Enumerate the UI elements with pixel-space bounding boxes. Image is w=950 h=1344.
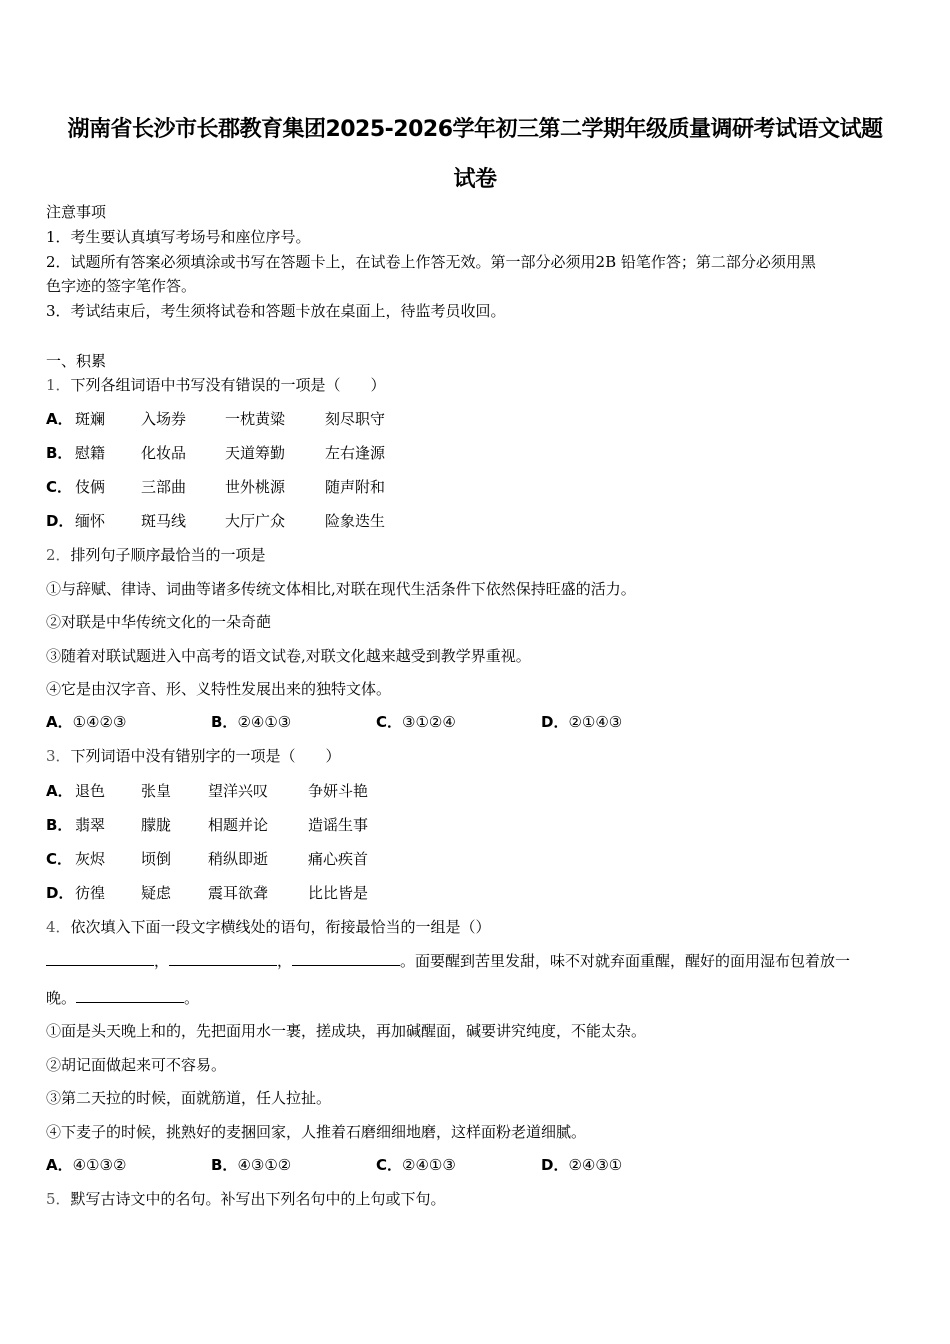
q2-option-b[interactable] <box>211 712 291 732</box>
option-word: 三部曲 <box>141 478 187 496</box>
option-label: C． <box>46 478 73 496</box>
q4-passage-line2 <box>46 988 199 1008</box>
q4-sentence: ①面是头天晚上和的，先把面用水一裹，搓成块，再加碱醒面，碱要讲究纯度，不能太杂。 <box>46 1022 647 1040</box>
blank-separator: ， <box>154 952 170 970</box>
option-word: 退色 <box>75 782 106 800</box>
notice-item: 2．试题所有答案必须填涂或书写在答题卡上，在试卷上作答无效。第一部分必须用2B 铅笔作答；第二部分必须用黑 <box>46 253 816 271</box>
option-word: 一枕黄粱 <box>225 410 286 428</box>
question-1-stem <box>46 375 386 395</box>
option-text: ③①②④ <box>402 713 456 731</box>
question-text: 排列句子顺序最恰当的一项是 <box>70 546 266 564</box>
option-word: 大厅广众 <box>225 512 286 530</box>
notice-item: 1．考生要认真填写考场号和座位序号。 <box>46 228 311 246</box>
q2-option-d[interactable] <box>541 712 622 732</box>
option-word: 造谣生事 <box>308 816 369 834</box>
option-word: 斑马线 <box>141 512 187 530</box>
option-text: ①④②③ <box>72 713 127 731</box>
option-text: ②④①③ <box>237 713 292 731</box>
fill-blank-3[interactable] <box>292 951 400 966</box>
option-text: ②①④③ <box>568 713 623 731</box>
option-label: B． <box>46 816 73 834</box>
option-label: B． <box>211 1156 238 1174</box>
question-text: 默写古诗文中的名句。补写出下列名句中的上句或下句。 <box>70 1190 446 1208</box>
q1-option-d[interactable] <box>46 511 73 531</box>
option-word: 世外桃源 <box>225 478 286 496</box>
q4-passage-line1 <box>46 951 850 971</box>
question-2-stem <box>46 545 266 565</box>
option-label: D． <box>541 1156 569 1174</box>
option-word: 化妆品 <box>141 444 187 462</box>
option-text: ④①③② <box>72 1156 127 1174</box>
option-word: 险象迭生 <box>325 512 386 530</box>
question-number: 5． <box>46 1190 71 1208</box>
option-label: A． <box>46 1156 73 1174</box>
passage-text: 。 <box>184 989 200 1007</box>
q3-option-d[interactable] <box>46 883 73 903</box>
q2-sentence: ③随着对联试题进入中高考的语文试卷,对联文化越来越受到教学界重视。 <box>46 647 531 665</box>
exam-title-line1: 湖南省长沙市长郡教育集团2025-2026学年初三第二学期年级质量调研考试语文试题 <box>67 117 883 142</box>
option-label: C． <box>46 850 73 868</box>
option-word: 震耳欲聋 <box>208 884 269 902</box>
q4-sentence: ④下麦子的时候，挑熟好的麦捆回家，人推着石磨细细地磨，这样面粉老道细腻。 <box>46 1123 587 1141</box>
q1-option-c[interactable] <box>46 477 72 497</box>
option-label: D． <box>46 884 74 902</box>
option-word: 缅怀 <box>75 512 106 530</box>
option-word: 望洋兴叹 <box>208 782 269 800</box>
option-word: 伎俩 <box>75 478 106 496</box>
q3-option-b[interactable] <box>46 815 72 835</box>
option-word: 入场券 <box>141 410 187 428</box>
option-label: D． <box>46 512 74 530</box>
question-3-stem <box>46 746 341 766</box>
notice-item: 色字迹的签字笔作答。 <box>46 277 197 295</box>
q2-sentence: ④它是由汉字音、形、义特性发展出来的独特文体。 <box>46 680 392 698</box>
q2-option-a[interactable] <box>46 712 126 732</box>
q4-sentence: ③第二天拉的时候，面就筋道，任人拉扯。 <box>46 1089 332 1107</box>
question-number: 1． <box>46 376 71 394</box>
q1-option-a[interactable] <box>46 409 73 429</box>
q4-option-c[interactable] <box>376 1155 456 1175</box>
q1-option-b[interactable] <box>46 443 72 463</box>
option-text: ②④①③ <box>402 1156 456 1174</box>
q4-option-b[interactable] <box>211 1155 291 1175</box>
option-word: 稍纵即逝 <box>208 850 269 868</box>
option-word: 翡翠 <box>75 816 106 834</box>
option-text: ②④③① <box>568 1156 623 1174</box>
q3-option-c[interactable] <box>46 849 72 869</box>
question-number: 2． <box>46 546 71 564</box>
q4-option-a[interactable] <box>46 1155 126 1175</box>
question-text: 依次填入下面一段文字横线处的语句，衔接最恰当的一组是（） <box>70 918 491 936</box>
q2-sentence: ①与辞赋、律诗、词曲等诸多传统文体相比,对联在现代生活条件下依然保持旺盛的活力。 <box>46 580 636 598</box>
question-4-stem <box>46 917 491 937</box>
option-word: 张皇 <box>141 782 172 800</box>
question-5-stem <box>46 1189 446 1209</box>
option-word: 比比皆是 <box>308 884 369 902</box>
option-word: 彷徨 <box>75 884 106 902</box>
option-word: 慰籍 <box>75 444 106 462</box>
option-word: 疑虑 <box>141 884 172 902</box>
q4-option-d[interactable] <box>541 1155 622 1175</box>
option-word: 天道筹勤 <box>225 444 286 462</box>
option-word: 相题并论 <box>208 816 269 834</box>
q4-sentence: ②胡记面做起来可不容易。 <box>46 1056 227 1074</box>
question-number: 3． <box>46 747 71 765</box>
q2-option-c[interactable] <box>376 712 456 732</box>
option-word: 争妍斗艳 <box>308 782 369 800</box>
q3-option-a[interactable] <box>46 781 73 801</box>
option-word: 随声附和 <box>325 478 386 496</box>
option-label: D． <box>541 713 569 731</box>
passage-text: 。面要醒到苦里发甜，味不对就弃面重醒，醒好的面用湿布包着放一 <box>400 952 851 970</box>
section-heading: 一、积累 <box>46 352 107 370</box>
option-label: A． <box>46 410 73 428</box>
option-word: 朦胧 <box>141 816 172 834</box>
option-label: B． <box>46 444 73 462</box>
question-text: 下列词语中没有错别字的一项是（ ） <box>70 747 341 765</box>
question-number: 4． <box>46 918 71 936</box>
passage-text: 晚。 <box>46 989 77 1007</box>
blank-separator: ， <box>277 952 293 970</box>
question-text: 下列各组词语中书写没有错误的一项是（ ） <box>70 376 386 394</box>
option-label: B． <box>211 713 238 731</box>
option-word: 顷倒 <box>141 850 172 868</box>
option-word: 左右逢源 <box>325 444 386 462</box>
q2-sentence: ②对联是中华传统文化的一朵奇葩 <box>46 613 272 631</box>
option-word: 灰烬 <box>75 850 106 868</box>
notice-heading: 注意事项 <box>46 203 107 221</box>
option-label: A． <box>46 713 73 731</box>
exam-title-line2: 试卷 <box>453 167 497 192</box>
fill-blank-2[interactable] <box>169 951 277 966</box>
fill-blank-4[interactable] <box>76 988 184 1003</box>
option-word: 斑斓 <box>75 410 106 428</box>
option-label: C． <box>376 713 403 731</box>
notice-item: 3．考试结束后，考生须将试卷和答题卡放在桌面上，待监考员收回。 <box>46 302 506 320</box>
option-label: A． <box>46 782 73 800</box>
option-label: C． <box>376 1156 403 1174</box>
option-word: 痛心疾首 <box>308 850 369 868</box>
option-word: 刻尽职守 <box>325 410 386 428</box>
option-text: ④③①② <box>237 1156 292 1174</box>
fill-blank-1[interactable] <box>46 951 154 966</box>
